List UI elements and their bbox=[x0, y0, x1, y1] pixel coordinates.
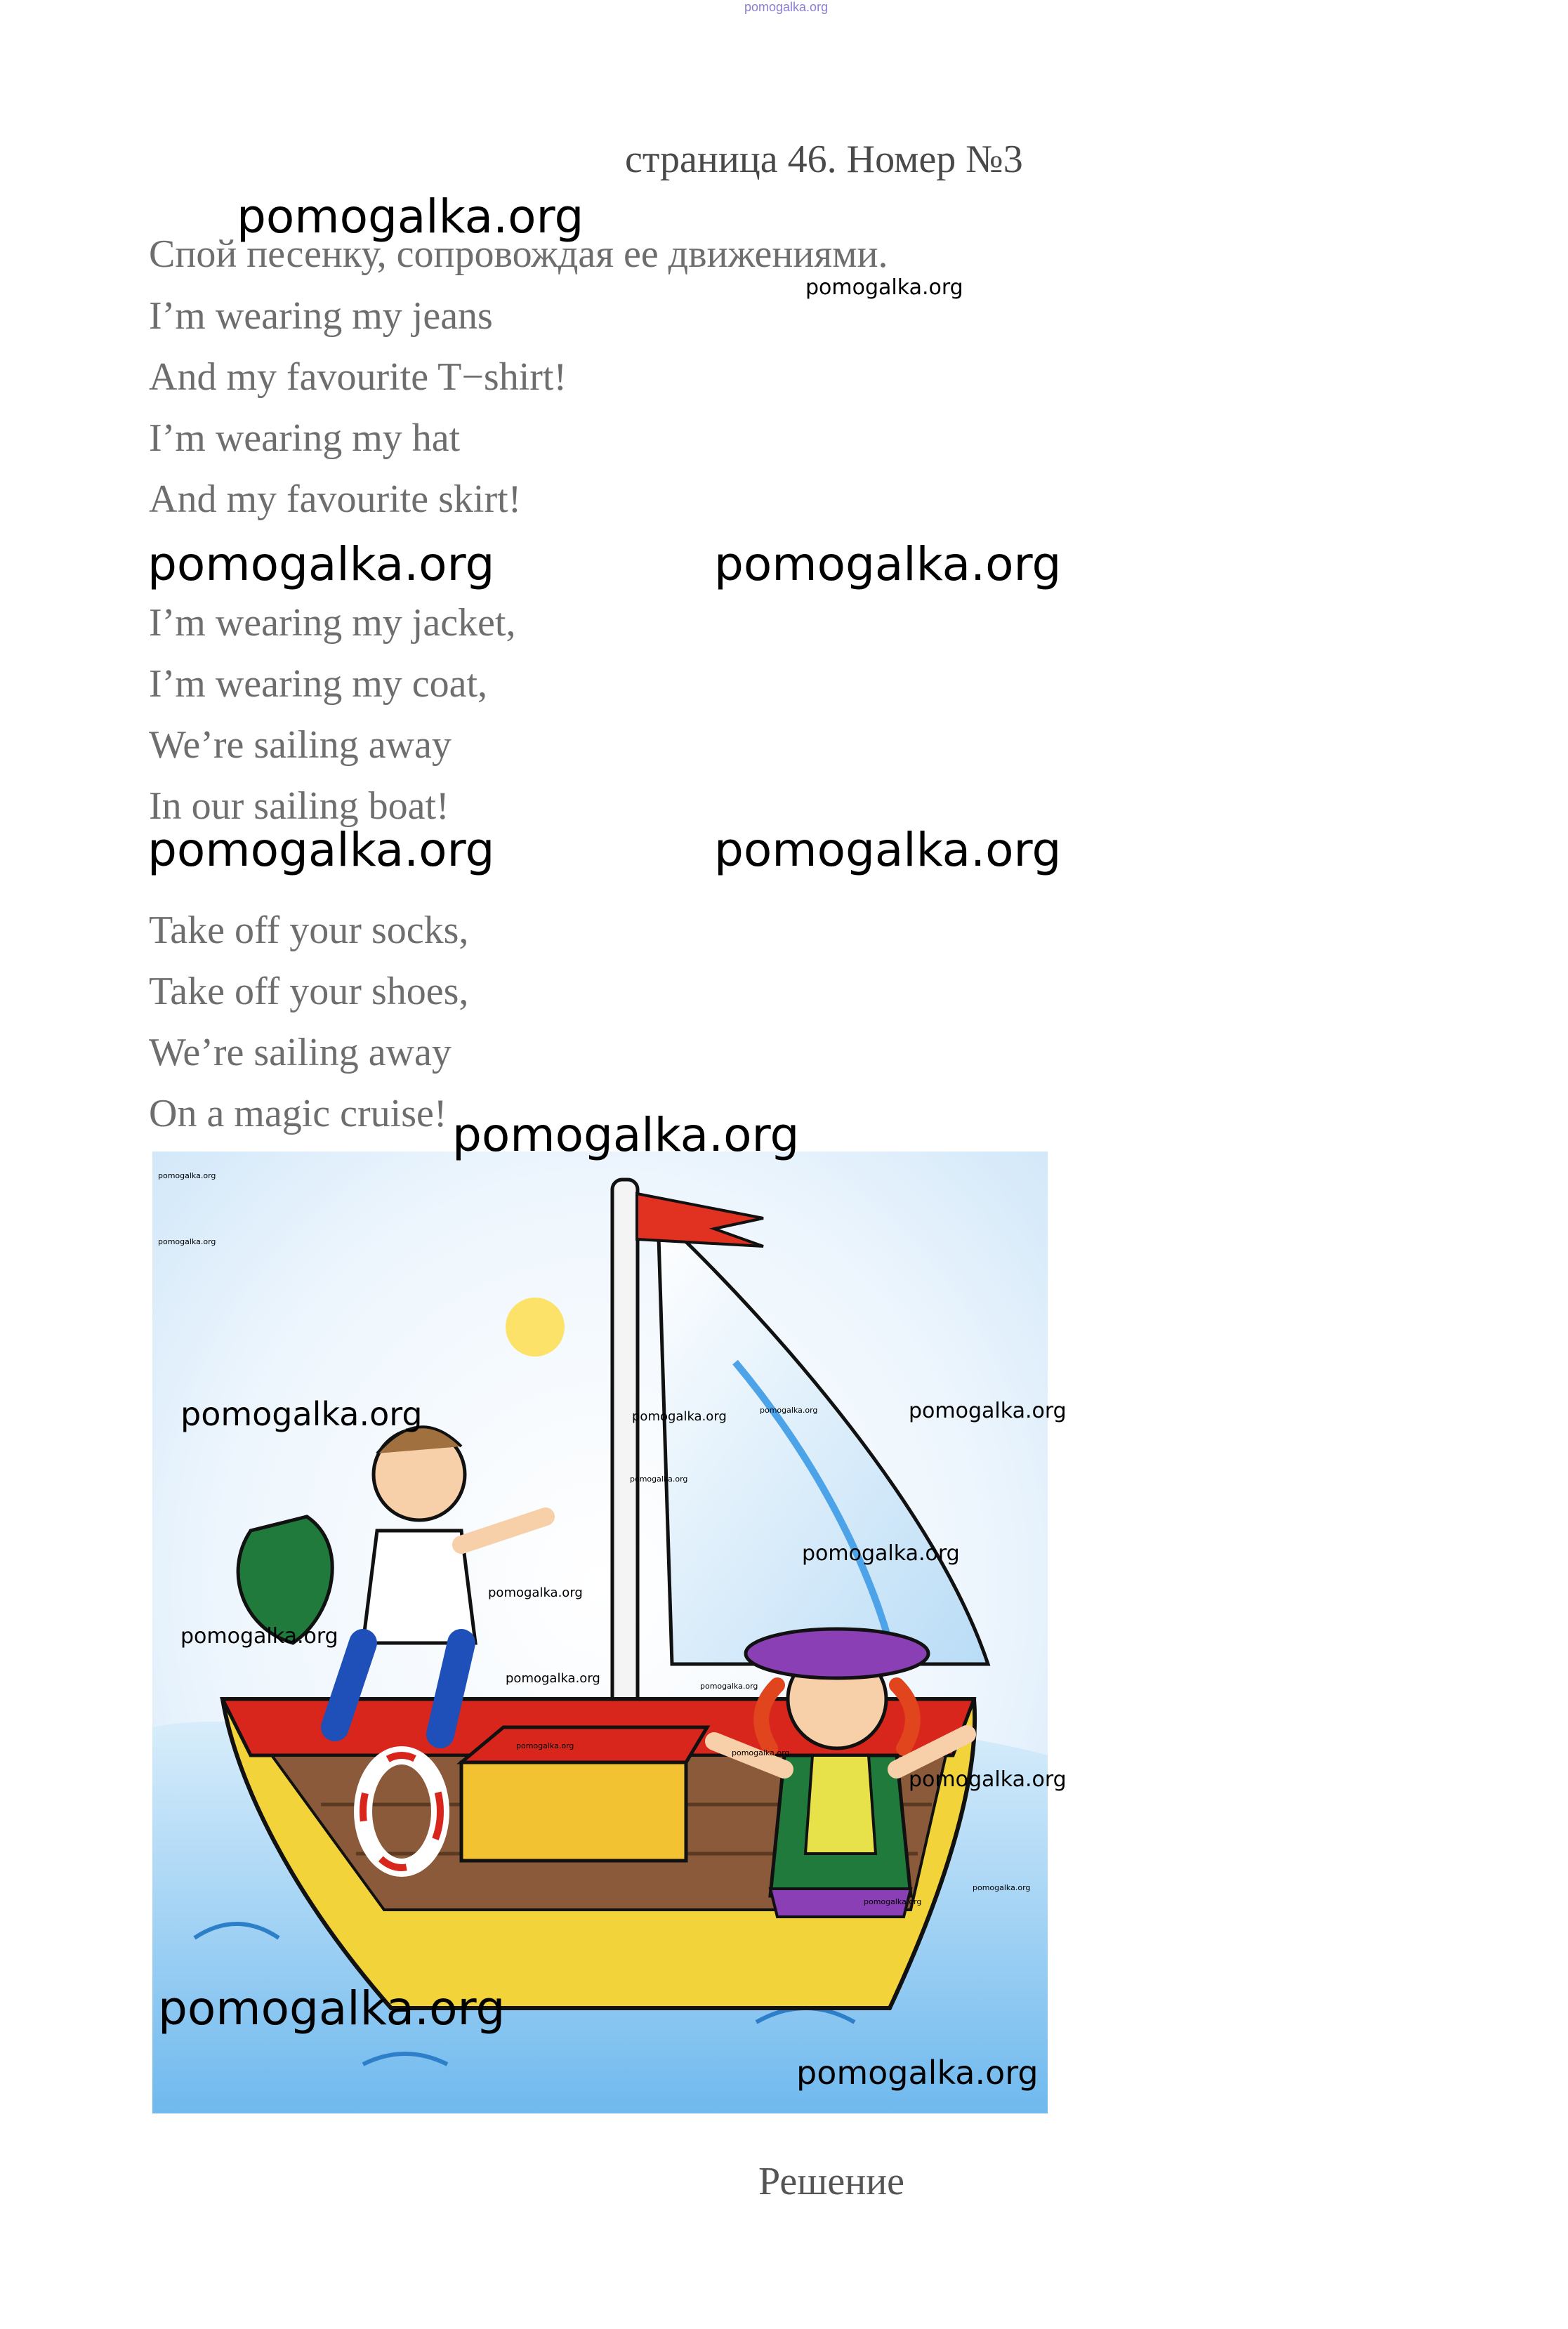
song-line: I’m wearing my jeans bbox=[149, 294, 493, 338]
watermark: pomogalka.org bbox=[802, 1541, 960, 1566]
bench bbox=[461, 1762, 686, 1861]
watermark: pomogalka.org bbox=[760, 1406, 818, 1415]
watermark: pomogalka.org bbox=[237, 190, 584, 244]
girl-shirt bbox=[805, 1755, 876, 1854]
song-instruction: Спой песенку, сопровождая ее движениями. bbox=[149, 232, 888, 276]
watermark: pomogalka.org bbox=[909, 1399, 1067, 1423]
song-line: And my favourite skirt! bbox=[149, 477, 522, 521]
song-line: I’m wearing my coat, bbox=[149, 662, 488, 706]
watermark: pomogalka.org bbox=[158, 1981, 506, 2036]
song-line: I’m wearing my hat bbox=[149, 416, 461, 460]
watermark: pomogalka.org bbox=[506, 1671, 600, 1686]
watermark: pomogalka.org bbox=[796, 2054, 1039, 2092]
watermark: pomogalka.org bbox=[147, 823, 495, 877]
watermark: pomogalka.org bbox=[732, 1748, 790, 1757]
solution-label: Решение bbox=[758, 2160, 905, 2203]
watermark: pomogalka.org bbox=[180, 1624, 338, 1649]
song-line: On a magic cruise! bbox=[149, 1092, 447, 1135]
sun bbox=[506, 1298, 565, 1357]
watermark: pomogalka.org bbox=[700, 1682, 758, 1691]
song-line: In our sailing boat! bbox=[149, 784, 449, 828]
watermark: pomogalka.org bbox=[180, 1395, 423, 1433]
watermark: pomogalka.org bbox=[864, 1897, 922, 1906]
watermark: pomogalka.org bbox=[909, 1767, 1067, 1792]
bench-top bbox=[461, 1727, 707, 1762]
watermark: pomogalka.org bbox=[488, 1585, 583, 1600]
watermark: pomogalka.org bbox=[158, 1237, 216, 1246]
song-line: Take off your socks, bbox=[149, 909, 469, 952]
top-watermark: pomogalka.org bbox=[744, 0, 829, 14]
watermark: pomogalka.org bbox=[632, 1409, 727, 1424]
song-line: We’re sailing away bbox=[149, 1031, 452, 1074]
watermark: pomogalka.org bbox=[805, 275, 963, 300]
watermark: pomogalka.org bbox=[630, 1474, 688, 1484]
song-line: Take off your shoes, bbox=[149, 970, 469, 1013]
watermark: pomogalka.org bbox=[147, 537, 495, 591]
watermark: pomogalka.org bbox=[714, 537, 1062, 591]
song-line: I’m wearing my jacket, bbox=[149, 601, 516, 645]
watermark: pomogalka.org bbox=[452, 1108, 800, 1162]
song-line: We’re sailing away bbox=[149, 723, 452, 767]
page-heading: страница 46. Номер №3 bbox=[625, 138, 1023, 181]
girl-hat bbox=[746, 1629, 928, 1678]
watermark: pomogalka.org bbox=[158, 1171, 216, 1180]
watermark: pomogalka.org bbox=[714, 823, 1062, 877]
watermark: pomogalka.org bbox=[516, 1741, 574, 1750]
song-line: And my favourite T−shirt! bbox=[149, 355, 567, 399]
watermark: pomogalka.org bbox=[973, 1883, 1031, 1892]
